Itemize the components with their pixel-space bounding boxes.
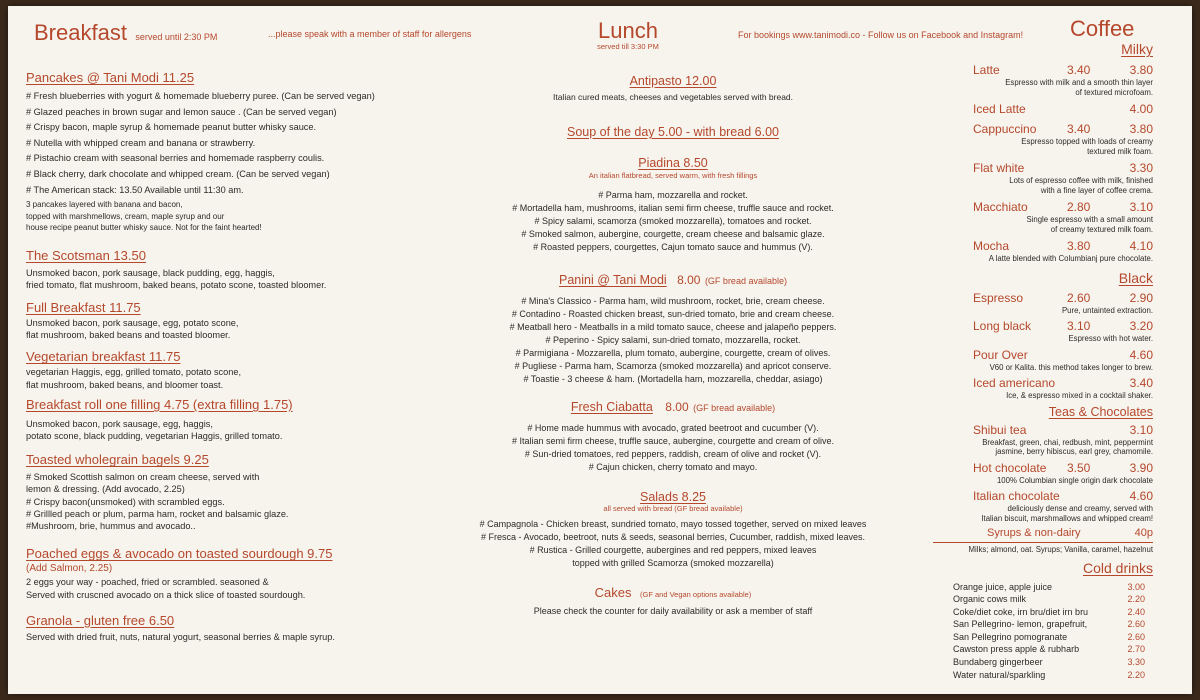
cold-drink-row bbox=[933, 607, 1153, 620]
american-stack-desc bbox=[26, 199, 436, 234]
item-desc: Italian biscuit, marshmallows and whipped cream! bbox=[981, 513, 1153, 523]
breakfast-roll-title: Breakfast roll one filling 4.75 (extra filling 1.75) bbox=[26, 396, 293, 412]
drink-name: Cawston press apple & rubharb bbox=[953, 644, 1080, 655]
item-price: 3.40 bbox=[1129, 376, 1153, 390]
menu-item bbox=[933, 489, 1153, 523]
allergen-note: ...please speak with a member of staff for allergens bbox=[268, 29, 472, 39]
item-price: 3.90 bbox=[1129, 460, 1153, 475]
item-desc: Espresso topped with loads of creamy bbox=[1021, 137, 1153, 146]
drink-name: San Pellegrino- lemon, grapefruit, bbox=[953, 619, 1088, 630]
piadina-list bbox=[408, 189, 938, 254]
item-desc: Breakfast, green, chai, redbush, mint, peppermint bbox=[982, 437, 1153, 447]
cold-drinks-list bbox=[933, 582, 1153, 683]
item-price: 3.80 bbox=[1129, 122, 1153, 136]
granola-desc: Served with dried fruit, nuts, natural yogurt, seasonal berries & maple syrup. bbox=[26, 631, 335, 642]
item-price: 3.10 bbox=[1129, 422, 1153, 437]
item-price: 2.90 bbox=[1129, 290, 1153, 305]
salads-sub: all served with bread (GF bread available) bbox=[603, 504, 743, 513]
list-item: # Glazed peaches in brown sugar and lemon sauce . (Can be served vegan) bbox=[26, 106, 337, 117]
menu-item bbox=[933, 291, 1153, 316]
drink-price: 2.40 bbox=[1127, 606, 1145, 617]
desc-line: 2 eggs your way - poached, fried or scrambled. seasoned & bbox=[26, 577, 269, 588]
desc-line: # Smoked Scottish salmon on cream cheese, served with bbox=[26, 472, 260, 483]
salads-list bbox=[408, 518, 938, 570]
desc-line: flat mushroom, baked beans and toasted bloomer. bbox=[26, 330, 231, 341]
list-item: topped with grilled Scamorza (smoked mozzarella) bbox=[572, 558, 774, 568]
panini-gf: (GF bread available) bbox=[704, 276, 787, 286]
desc-line: lemon & dressing. (Add avocado, 2.25) bbox=[26, 484, 185, 495]
breakfast-title: Breakfast bbox=[34, 20, 127, 45]
desc-line: 3 pancakes layered with banana and bacon, bbox=[26, 200, 183, 210]
menu-item-row bbox=[933, 200, 1153, 215]
item-name: Macchiato bbox=[973, 200, 1028, 214]
drink-name: Coke/diet coke, irn bru/diet irn bru bbox=[953, 606, 1089, 617]
milky-heading: Milky bbox=[1121, 41, 1153, 57]
bookings-note: For bookings www.tanimodi.co - Follow us on Facebook and Instagram! bbox=[738, 30, 1024, 40]
desc-line: Unsmoked bacon, pork sausage, egg, potato scone, bbox=[26, 318, 239, 329]
item-name: Latte bbox=[973, 63, 1000, 77]
menu-item-row bbox=[933, 348, 1153, 363]
milky-list bbox=[933, 63, 1153, 264]
drink-price: 2.70 bbox=[1127, 644, 1145, 655]
list-item: # Black cherry, dark chocolate and whipped cream. (Can be served vegan) bbox=[26, 168, 330, 179]
item-name: Pour Over bbox=[973, 347, 1028, 362]
menu-item bbox=[933, 423, 1153, 457]
item-price: 4.10 bbox=[1129, 239, 1153, 253]
list-item: # Italian semi firm cheese, truffle sauce, aubergine, courgette and cream of olive. bbox=[511, 436, 834, 446]
item-name: Shibui tea bbox=[973, 422, 1027, 437]
menu-item bbox=[933, 348, 1153, 373]
desc-line: # Crispy bacon(unsmoked) with scrambled eggs. bbox=[26, 496, 225, 507]
cakes-desc: Please check the counter for daily availability or ask a member of staff bbox=[533, 606, 813, 616]
coffee-header bbox=[1070, 16, 1134, 42]
ciabatta-list bbox=[408, 422, 938, 474]
drink-name: Orange juice, apple juice bbox=[953, 581, 1053, 592]
list-item: # Toastie - 3 cheese & ham. (Mortadella ham, mozzarella, cheddar, asiago) bbox=[523, 374, 823, 384]
salads-title: Salads 8.25 bbox=[639, 490, 707, 504]
soup-title: Soup of the day 5.00 - with bread 6.00 bbox=[567, 125, 779, 139]
menu-item-row bbox=[933, 63, 1153, 78]
item-name: Flat white bbox=[973, 161, 1025, 175]
list-item: # Mortadella ham, mushrooms, italian semi firm cheese, truffle sauce and rocket. bbox=[512, 203, 834, 213]
menu-item-row bbox=[933, 376, 1153, 391]
item-price-small: 3.10 bbox=[1067, 319, 1091, 333]
poached-eggs-addon: (Add Salmon, 2.25) bbox=[26, 563, 113, 575]
cold-drink-row bbox=[933, 619, 1153, 632]
cold-drink-row bbox=[933, 582, 1153, 595]
syrups-price: 40p bbox=[1134, 527, 1153, 539]
ciabatta-gf: (GF bread available) bbox=[693, 403, 776, 413]
menu-item bbox=[933, 161, 1153, 195]
item-desc: Ice, & espresso mixed in a cocktail shaker. bbox=[1006, 391, 1153, 400]
list-item: # Smoked salmon, aubergine, courgette, cream cheese and balsamic glaze. bbox=[521, 229, 825, 239]
panini-list bbox=[408, 295, 938, 386]
black-list bbox=[933, 291, 1153, 401]
item-name: Italian chocolate bbox=[973, 489, 1060, 503]
item-desc: Single espresso with a small amount bbox=[1026, 215, 1153, 224]
syrups-desc: Milks; almond, oat. Syrups; Vanilla, caramel, hazelnut bbox=[968, 545, 1153, 554]
menu-item-row bbox=[933, 319, 1153, 334]
desc-line: flat mushroom, baked beans, and bloomer toast. bbox=[26, 379, 224, 390]
item-price: 4.60 bbox=[1129, 489, 1153, 503]
lunch-header bbox=[588, 20, 668, 51]
item-price: 4.60 bbox=[1129, 347, 1153, 362]
lunch-hours: served till 3:30 PM bbox=[597, 42, 659, 51]
desc-line: #Mushroom, brie, hummus and avocado.. bbox=[26, 521, 196, 532]
drink-price: 2.60 bbox=[1127, 619, 1145, 630]
drink-name: Organic cows milk bbox=[953, 594, 1027, 605]
cakes-heading bbox=[408, 584, 938, 602]
item-desc: textured milk foam. bbox=[1087, 146, 1153, 156]
panini-title: Panini @ Tani Modi bbox=[559, 273, 667, 287]
item-price-small: 2.80 bbox=[1067, 200, 1091, 214]
coffee-column bbox=[933, 41, 1153, 682]
desc-line: Served with cruscned avocado on a thick slice of toasted sourdough. bbox=[26, 589, 306, 600]
item-desc: A latte blended with Columbianj pure chocolate. bbox=[988, 254, 1153, 263]
antipasto-title: Antipasto 12.00 bbox=[629, 74, 717, 88]
menu-item-row bbox=[933, 102, 1153, 117]
full-breakfast-desc bbox=[26, 317, 436, 341]
menu-item bbox=[933, 122, 1153, 156]
drink-price: 2.20 bbox=[1127, 669, 1145, 680]
vegetarian-title: Vegetarian breakfast 11.75 bbox=[26, 349, 181, 365]
list-item: # Campagnola - Chicken breast, sundried tomato, mayo tossed together, served on mixed leaves bbox=[479, 519, 867, 529]
menu-item bbox=[933, 102, 1153, 117]
list-item: # Spicy salami, scamorza (smoked mozzarella), tomatoes and rocket. bbox=[534, 216, 812, 226]
list-item: # Rustica - Grilled courgette, aubergines and red peppers, mixed leaves bbox=[529, 545, 817, 555]
scotsman-title: The Scotsman 13.50 bbox=[26, 247, 146, 263]
item-price-small: 3.50 bbox=[1067, 460, 1091, 475]
desc-line: vegetarian Haggis, egg, grilled tomato, potato scone, bbox=[26, 367, 242, 378]
poached-eggs-desc bbox=[26, 576, 436, 600]
teas-heading: Teas & Chocolates bbox=[1048, 404, 1153, 419]
menu-item-row bbox=[933, 239, 1153, 254]
item-name: Espresso bbox=[973, 290, 1024, 305]
desc-line: fried tomato, flat mushroom, baked beans, potato scone, toasted bloomer. bbox=[26, 279, 327, 290]
list-item: # Fresh blueberries with yogurt & homemade blueberry puree. (Can be served vegan) bbox=[26, 91, 375, 101]
lunch-title: Lunch bbox=[598, 18, 658, 43]
list-item: # Meatball hero - Meatballs in a mild tomato sauce, cheese and jalapeño peppers. bbox=[509, 322, 837, 332]
cold-drink-row bbox=[933, 670, 1153, 683]
menu-item-row bbox=[933, 161, 1153, 176]
item-desc: with a fine layer of coffee crema. bbox=[1040, 185, 1153, 195]
list-item: # Peperino - Spicy salami, sun-dried tomato, mozzarella, rocket. bbox=[545, 335, 801, 345]
desc-line: topped with marshmellows, cream, maple syrup and our bbox=[26, 211, 225, 221]
teas-list bbox=[933, 423, 1153, 524]
menu-item-row bbox=[933, 122, 1153, 137]
item-price-small: 3.80 bbox=[1067, 239, 1091, 253]
cold-drink-row bbox=[933, 632, 1153, 645]
breakfast-column bbox=[26, 70, 436, 643]
item-name: Hot chocolate bbox=[973, 460, 1047, 475]
cakes-title: Cakes bbox=[594, 585, 632, 600]
syrups-row bbox=[933, 527, 1153, 543]
list-item: # Nutella with whipped cream and banana or strawberry. bbox=[26, 137, 256, 148]
list-item: # Parmigiana - Mozzarella, plum tomato, aubergine, courgette, cream of olives. bbox=[515, 348, 831, 358]
piadina-sub: An italian flatbread, served warm, with fresh fillings bbox=[588, 171, 758, 180]
menu-item-row bbox=[933, 291, 1153, 306]
list-item: # The American stack: 13.50 Available until 11:30 am. bbox=[26, 184, 244, 195]
menu-item bbox=[933, 376, 1153, 401]
item-desc: of textured microfoam. bbox=[1075, 87, 1153, 97]
item-desc: Pure, untainted extraction. bbox=[1061, 305, 1153, 315]
piadina-title: Piadina 8.50 bbox=[638, 156, 708, 170]
item-price: 3.30 bbox=[1129, 161, 1153, 175]
full-breakfast-title: Full Breakfast 11.75 bbox=[26, 300, 141, 316]
menu-item bbox=[933, 239, 1153, 264]
list-item: # Cajun chicken, cherry tomato and mayo. bbox=[588, 462, 758, 472]
pancakes-title: Pancakes @ Tani Modi 11.25 bbox=[26, 70, 195, 85]
list-item: # Pugliese - Parma ham, Scamorza (smoked mozzarella) and apricot conserve. bbox=[514, 361, 832, 371]
item-desc: Espresso with milk and a smooth thin layer bbox=[1005, 78, 1153, 87]
item-name: Iced Latte bbox=[973, 102, 1026, 116]
desc-line: Unsmoked bacon, pork sausage, egg, haggis, bbox=[26, 418, 213, 429]
granola-title: Granola - gluten free 6.50 bbox=[26, 612, 175, 628]
lunch-column bbox=[408, 74, 938, 618]
poached-eggs-title: Poached eggs & avocado on toasted sourdough 9.75 bbox=[26, 546, 333, 562]
item-price: 3.20 bbox=[1129, 319, 1153, 333]
cold-drink-row bbox=[933, 644, 1153, 657]
scotsman-desc bbox=[26, 267, 436, 291]
list-item: # Fresca - Avocado, beetroot, nuts & seeds, seasonal berries, Cucumber, raddish, mixed leaves. bbox=[480, 532, 866, 542]
menu-item-row bbox=[933, 489, 1153, 504]
menu-item-row bbox=[933, 461, 1153, 476]
item-desc: 100% Columbian single origin dark chocolate bbox=[996, 475, 1153, 485]
item-price: 3.80 bbox=[1129, 63, 1153, 77]
item-price: 4.00 bbox=[1129, 102, 1153, 116]
cold-drink-row bbox=[933, 657, 1153, 670]
item-desc: deliciously dense and creamy, served with bbox=[1007, 504, 1153, 513]
antipasto-desc: Italian cured meats, cheeses and vegetables served with bread. bbox=[552, 92, 794, 102]
drink-price: 2.20 bbox=[1127, 594, 1145, 605]
drink-price: 3.30 bbox=[1127, 657, 1145, 668]
list-item: # Mina's Classico - Parma ham, wild mushroom, rocket, brie, cream cheese. bbox=[521, 296, 825, 306]
cakes-note: (GF and Vegan options available) bbox=[639, 590, 752, 599]
item-price: 3.10 bbox=[1129, 200, 1153, 214]
desc-line: house recipe peanut butter whisky sauce. Not for the faint hearted! bbox=[26, 223, 262, 233]
menu-item bbox=[933, 200, 1153, 234]
bagels-title: Toasted wholegrain bagels 9.25 bbox=[26, 452, 209, 468]
item-name: Long black bbox=[973, 319, 1032, 333]
bagels-desc bbox=[26, 471, 436, 532]
list-item: # Home made hummus with avocado, grated beetroot and cucumber (V). bbox=[527, 423, 819, 433]
list-item: # Parma ham, mozzarella and rocket. bbox=[598, 190, 748, 200]
list-item: # Sun-dried tomatoes, red peppers, raddish, cream of olive and rocket (V). bbox=[524, 449, 822, 459]
cold-drinks-heading: Cold drinks bbox=[1082, 559, 1153, 576]
breakfast-header bbox=[34, 20, 217, 46]
drink-name: Water natural/sparkling bbox=[953, 669, 1046, 680]
item-price-small: 3.40 bbox=[1067, 63, 1091, 77]
cold-drink-row bbox=[933, 594, 1153, 607]
coffee-title: Coffee bbox=[1070, 16, 1135, 41]
item-desc: Espresso with hot water. bbox=[1068, 334, 1153, 343]
item-name: Iced americano bbox=[973, 376, 1056, 390]
item-desc: Lots of espresso coffee with milk, finished bbox=[1009, 176, 1153, 185]
item-desc: of creamy textured milk foam. bbox=[1050, 224, 1153, 234]
drink-name: San Pellegrino pomogranate bbox=[953, 631, 1068, 642]
list-item: # Pistachio cream with seasonal berries and homemade raspberry coulis. bbox=[26, 153, 325, 164]
vegetarian-desc bbox=[26, 366, 436, 390]
ciabatta-title: Fresh Ciabatta bbox=[570, 400, 653, 414]
menu-item bbox=[933, 319, 1153, 344]
menu-sheet bbox=[8, 6, 1192, 694]
desc-line: Unsmoked bacon, pork sausage, black pudding, egg, haggis, bbox=[26, 267, 275, 278]
breakfast-hours: served until 2:30 PM bbox=[135, 32, 218, 42]
item-name: Cappuccino bbox=[973, 122, 1037, 136]
item-price-small: 3.40 bbox=[1067, 122, 1091, 136]
breakfast-roll-desc bbox=[26, 418, 436, 442]
drink-name: Bundaberg gingerbeer bbox=[953, 657, 1043, 668]
item-desc: V60 or Kalita. this method takes longer to brew. bbox=[989, 362, 1153, 372]
black-heading: Black bbox=[1118, 269, 1153, 286]
ciabatta-heading bbox=[408, 398, 938, 416]
desc-line: potato scone, black pudding, vegetarian Haggis, grilled tomato. bbox=[26, 431, 283, 442]
item-price-small: 2.60 bbox=[1067, 290, 1091, 305]
panini-price: 8.00 bbox=[677, 273, 701, 287]
item-name: Mocha bbox=[973, 239, 1010, 253]
list-item: # Contadino - Roasted chicken breast, sun-dried tomato, brie and cream cheese. bbox=[511, 309, 835, 319]
item-desc: jasmine, berry hibiscus, earl grey, chamomile. bbox=[995, 447, 1153, 456]
panini-heading bbox=[408, 271, 938, 289]
ciabatta-price: 8.00 bbox=[665, 400, 689, 414]
menu-item-row bbox=[933, 423, 1153, 438]
menu-item bbox=[933, 461, 1153, 486]
drink-price: 3.00 bbox=[1127, 581, 1145, 592]
list-item: # Roasted peppers, courgettes, Cajun tomato sauce and hummus (V). bbox=[533, 242, 813, 252]
menu-item bbox=[933, 63, 1153, 97]
syrups-title: Syrups & non-dairy bbox=[987, 527, 1081, 539]
pancakes-list bbox=[26, 89, 436, 198]
list-item: # Crispy bacon, maple syrup & homemade peanut butter whisky sauce. bbox=[26, 122, 317, 133]
drink-price: 2.60 bbox=[1127, 631, 1145, 642]
desc-line: # Grillled peach or plum, parma ham, rocket and balsamic glaze. bbox=[26, 508, 289, 519]
